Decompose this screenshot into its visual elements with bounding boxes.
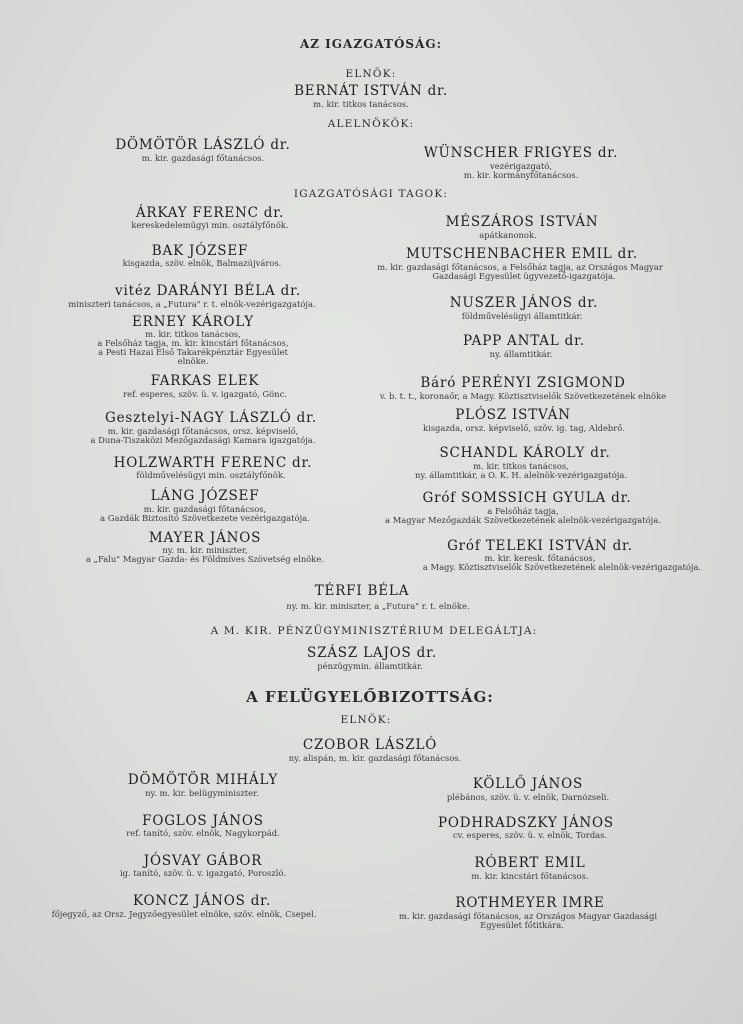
member-desc: Gazdasági Egyesület ügyvezető-igazgatója. [432, 271, 616, 281]
sup-member-desc: Egyesület főtitkára. [480, 920, 564, 930]
member-name: Gesztelyi-NAGY LÁSZLÓ dr. [105, 410, 317, 426]
member-name: NUSZER JÁNOS dr. [449, 295, 599, 311]
member-desc: m. kir. gazdasági főtanácsos, orsz. képviselő, [107, 426, 299, 436]
member-desc: a Felsőház tagja, [487, 506, 559, 516]
member-name: ERNEY KÁROLY [131, 314, 255, 330]
vice-desc: m. kir. gazdasági főtanácsos. [141, 153, 265, 163]
directorate-heading: AZ IGAZGATÓSÁG: [299, 37, 443, 51]
sup-chair-label: ELNÖK: [340, 714, 392, 726]
member-desc: kisgazda, orsz. képviselő, szöv. ig. tag, Aldebrő. [422, 423, 626, 433]
sup-chair-desc: ny. alispán, m. kir. gazdasági főtanácsos. [288, 753, 462, 763]
member-desc: apátkanonok. [479, 230, 537, 240]
member-name: ÁRKAY FERENC dr. [135, 205, 285, 221]
member-desc: m. kir. gazdasági főtanácsos, [143, 504, 267, 514]
delegate-desc: pénzügymin. államtitkár. [317, 661, 423, 671]
sup-member-name: ROTHMEYER IMRE [455, 895, 605, 911]
member-desc: v. b. t. t., koronaőr, a Magy. Köztisztviselők Szövetkezetének elnöke [379, 391, 667, 401]
member-desc: m. kir. titkos tanácsos, [145, 329, 241, 339]
sup-member-name: KÖLLŐ JÁNOS [472, 776, 584, 792]
member-desc: földművelésügyi min. osztályfőnök. [136, 470, 286, 480]
member-name: TÉRFI BÉLA [314, 583, 410, 599]
member-name: Gróf SOMSSICH GYULA dr. [422, 490, 632, 506]
member-desc: a Pesti Hazai Első Takarékpénztár Egyesület [98, 347, 288, 357]
sup-member-name: KONCZ JÁNOS dr. [132, 893, 272, 909]
member-name: Gróf TELEKI ISTVÁN dr. [447, 538, 633, 554]
sup-member-name: FOGLOS JÁNOS [142, 813, 264, 829]
member-desc: ny. m. kir. miniszter, a „Futura" r. t. elnöke. [286, 601, 470, 611]
sup-member-desc: ig. tanító, szöv. ü. v. igazgató, Poroszló. [120, 868, 286, 878]
member-desc: miniszteri tanácsos, a „Futura" r. t. elnök-vezérigazgatója. [68, 299, 316, 309]
chair-label: ELNÖK: [345, 68, 397, 80]
member-desc: a Magy. Köztisztviselők Szövetkezetének alelnök-vezérigazgatója. [422, 562, 702, 572]
member-desc: földművelésügyi államtitkár. [461, 311, 583, 321]
sup-member-desc: m. kir. gazdasági főtanácsos, az Országos Magyar Gazdasági [398, 911, 658, 921]
supervisory-heading: A FELÜGYELŐBIZOTTSÁG: [246, 688, 494, 706]
member-name: SCHANDL KÁROLY dr. [439, 445, 611, 461]
member-desc: m. kir. titkos tanácsos, [473, 461, 569, 471]
vice-label: ALELNÖKÖK: [327, 118, 415, 130]
chair-desc: m. kir. titkos tanácsos. [313, 99, 409, 109]
member-name: HOLZWARTH FERENC dr. [113, 455, 313, 471]
vice-desc: vezérigazgató, [490, 161, 552, 171]
sup-member-desc: plébános, szöv. ü. v. elnök, Darnózseli. [446, 792, 610, 802]
member-desc: ny. államtitkár, a O. K. H. alelnök-vezérigazgatója. [414, 470, 628, 480]
sup-member-name: JÓSVAY GÁBOR [143, 853, 263, 869]
member-desc: a Gazdák Biztosító Szövetkezete vezérigazgatója. [100, 513, 310, 523]
member-desc: a Felsőház tagja, m. kir. kincstári főtanácsos, [97, 338, 289, 348]
vice-desc: m. kir. kormányfőtanácsos. [463, 170, 579, 180]
member-desc: kisgazda, szöv. elnök, Balmazújváros. [122, 258, 282, 268]
member-desc: m. kir. gazdasági főtanácsos, a Felsőház tagja, az Országos Magyar [377, 262, 663, 272]
vice-name: WÜNSCHER FRIGYES dr. [423, 145, 619, 161]
delegate-name: SZÁSZ LAJOS dr. [307, 645, 437, 661]
chair-name: BERNÁT ISTVÁN dr. [294, 83, 448, 99]
sup-member-name: PODHRADSZKY JÁNOS [438, 815, 614, 831]
member-desc: a Duna-Tiszaközi Mezőgazdasági Kamara igazgatója. [90, 435, 316, 445]
member-name: PAPP ANTAL dr. [463, 333, 585, 349]
member-name: PLÓSZ ISTVÁN [455, 407, 571, 423]
member-name: MÉSZÁROS ISTVÁN [445, 214, 599, 230]
member-desc: elnöke. [177, 356, 209, 366]
sup-member-name: DÖMÖTÖR MIHÁLY [127, 772, 279, 788]
sup-member-desc: m. kir. kincstári főtanácsos. [471, 871, 589, 881]
member-name: Báró PERÉNYI ZSIGMOND [420, 375, 626, 391]
vice-name: DÖMÖTÖR LÁSZLÓ dr. [115, 137, 291, 153]
member-desc: ny. m. kir. miniszter, [162, 545, 248, 555]
member-desc: kereskedelemügyi min. osztályfőnök. [131, 220, 289, 230]
sup-member-desc: cv. esperes, szöv. ü. v. elnök, Tordas. [452, 830, 608, 840]
member-desc: a Magyar Mezőgazdák Szövetkezetének alelnök-vezérigazgatója. [385, 515, 661, 525]
member-name: BAK JÓZSEF [151, 243, 249, 259]
members-label: IGAZGATÓSÁGI TAGOK: [293, 188, 449, 200]
sup-member-desc: ny. m. kir. belügyminiszter. [145, 788, 259, 798]
sup-member-desc: főjegyző, az Orsz. Jegyzőegyesület elnöke, szöv. elnök, Csepel. [51, 909, 317, 919]
member-desc: a „Falu" Magyar Gazda- és Földmíves Szövetség elnöke. [86, 554, 324, 564]
member-desc: ref. esperes, szöv. ü. v. igazgató, Gönc. [123, 389, 287, 399]
sup-member-desc: ref. tanító, szöv. elnök, Nagykorpád. [126, 828, 280, 838]
member-name: MAYER JÁNOS [148, 530, 262, 546]
delegate-label: A M. KIR. PÉNZÜGYMINISZTÉRIUM DELEGÁLTJA: [210, 625, 538, 637]
member-name: vitéz DARÁNYI BÉLA dr. [115, 283, 301, 299]
sup-member-name: RÓBERT EMIL [474, 855, 586, 871]
member-name: FARKAS ELEK [150, 373, 260, 389]
member-desc: m. kir. keresk. főtanácsos, [484, 553, 596, 563]
member-name: MUTSCHENBACHER EMIL dr. [406, 246, 638, 262]
member-desc: ny. államtitkár. [489, 349, 553, 359]
sup-chair-name: CZOBOR LÁSZLÓ [302, 737, 438, 753]
member-name: LÁNG JÓZSEF [150, 488, 260, 504]
